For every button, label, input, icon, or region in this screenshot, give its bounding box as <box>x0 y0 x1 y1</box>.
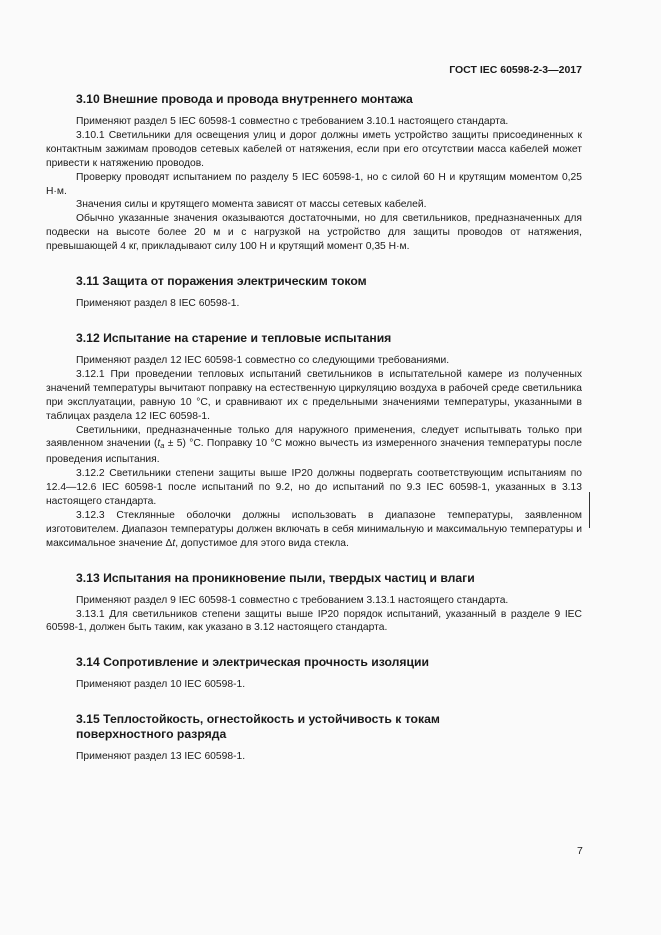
paragraph: Применяют раздел 8 IEC 60598-1. <box>76 298 240 310</box>
section-3-13 <box>46 571 582 636</box>
subscript-a: a <box>160 441 165 451</box>
paragraph: Применяют раздел 13 IEC 60598-1. <box>76 751 246 763</box>
section-heading: 3.12 Испытание на старение и тепловые испытания <box>76 330 392 345</box>
paragraph-temperature <box>46 424 582 468</box>
section-heading: 3.10 Внешние провода и провода внутреннего монтажа <box>76 92 413 106</box>
paragraph: Применяют раздел 9 IEC 60598-1 совместно с требованием 3.13.1 настоящего стандарта. <box>76 594 509 606</box>
variable-t: t <box>157 438 161 450</box>
paragraph: Применяют раздел 5 IEC 60598-1 совместно с требованием 3.10.1 настоящего стандарта. <box>76 116 509 127</box>
text-run: , допустимое для этого вида стекла. <box>175 537 349 549</box>
paragraph: 3.13.1 Для светильников степени защиты выше IP20 порядок испытаний, указанный в разделе 9 IEC 60598-1, должен быть таким, как указано в 3.12 настоящего стандарта. <box>46 608 582 634</box>
section-heading: 3.11 Защита от поражения электрическим током <box>76 274 367 289</box>
text-run: 3.12.3 Стеклянные оболочки должны использовать в диапазоне температуры, заявленном изготовителем. Диапазон температуры должен включать в себя минимальную и максимальную температуры и максимальное значение Δ <box>46 509 582 549</box>
section-3-14 <box>46 655 582 692</box>
paragraph: 3.10.1 Светильники для освещения улиц и дорог должны иметь устройство защиты присоединенных к контактным зажимам проводов сетевых кабелей от натяжения, если при его отсутствии масса кабелей может привести к натяжению проводов. <box>46 129 582 169</box>
paragraph: Применяют раздел 12 IEC 60598-1 совместно со следующими требованиями. <box>76 354 450 366</box>
paragraph: Проверку проводят испытанием по разделу 5 IEC 60598-1, но с силой 60 Н и крутящим моментом 0,25 Н·м. <box>46 171 582 197</box>
document-body <box>46 92 582 764</box>
paragraph-glass <box>46 509 582 551</box>
section-heading <box>46 712 582 742</box>
text-run: ± 5) °С. Поправку 10 °С можно вычесть из измеренного значения температуры после проведения испытания. <box>46 438 583 466</box>
text-run: Светильники, предназначенные только для наружного применения, следует испытывать только при заявленном значении ( <box>46 424 582 450</box>
document-header: ГОСТ IEC 60598-2-3—2017 <box>449 64 582 76</box>
paragraph: 3.12.2 Светильники степени защиты выше IP20 должны подвергать соответствующим испытаниям по 12.4—12.6 IEC 60598-1 после испытаний по 9.2, но до испытаний по 9.3 IEC 60598-1, указанных в 3.13 настоящего стандарта. <box>46 468 582 508</box>
paragraph: 3.12.1 При проведении тепловых испытаний светильников в испытательной камере из полученных значений температуры вычитают поправку на естественную циркуляцию воздуха в рабочей среде светильника при эксплуатации, равную 10 °С, и сравнивают их с предельными значениями температуры, указанными в таблицах раздела 12 IEC 60598-1. <box>46 368 582 422</box>
change-bar <box>589 492 590 528</box>
paragraph: Значения силы и крутящего момента зависят от массы сетевых кабелей. <box>76 199 427 211</box>
heading-line: поверхностного разряда <box>76 727 227 742</box>
section-3-11 <box>46 274 582 311</box>
section-heading: 3.14 Сопротивление и электрическая прочность изоляции <box>76 655 429 670</box>
section-3-10 <box>46 92 582 254</box>
section-heading: 3.13 Испытания на проникновение пыли, твердых частиц и влаги <box>76 570 475 585</box>
paragraph: Обычно указанные значения оказываются достаточными, но для светильников, предназначенных для подвески на высоте более 20 м и с нагрузкой на устройство для защиты проводов от натяжения, превышающей 4 кг, прикладывают силу 100 Н и крутящий момент 0,35 Н·м. <box>46 213 582 253</box>
heading-line: 3.15 Теплостойкость, огнестойкость и устойчивость к токам <box>76 712 440 727</box>
section-3-15 <box>46 712 582 764</box>
page-number: 7 <box>577 845 583 857</box>
variable-t: t <box>172 537 176 549</box>
paragraph: Применяют раздел 10 IEC 60598-1. <box>76 679 246 691</box>
section-3-12 <box>46 331 582 551</box>
